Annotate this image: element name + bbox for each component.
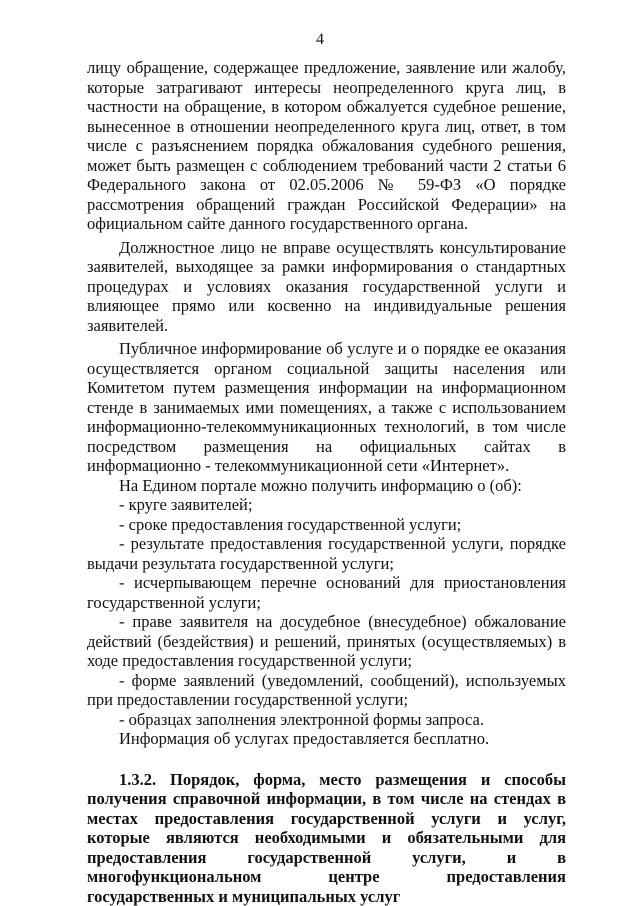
list-item: - форме заявлений (уведомлений, сообщений), используемых при предоставлении государственной услуги; (87, 671, 566, 710)
list-item: - результате предоставления государственной услуги, порядке выдачи результата государственной услуги; (87, 534, 566, 573)
list-item: - образцах заполнения электронной формы запроса. (87, 710, 566, 730)
paragraph-continuation: лицу обращение, содержащее предложение, заявление или жалобу, которые затрагивают интересы неопределенного круга лиц, в частности на обращение, в котором обжалуется судебное решение, вынесенное в отношении неопределенного круга лиц, ответ, в том числе с разъяснением порядка обжалования судебного решения, может быть размещен с соблюдением требований части 2 статьи 6 Федерального закона от 02.05.2006 № 59-ФЗ «О порядке рассмотрения обращений граждан Российской Федерации» на официальном сайте данного государственного органа. (87, 58, 566, 234)
paragraph-consulting-limits: Должностное лицо не вправе осуществлять консультирование заявителей, выходящее за рамки информирования о стандартных процедурах и условиях оказания государственной услуги и влияющее прямо или косвенно на индивидуальные решения заявителей. (87, 238, 566, 336)
list-item: - круге заявителей; (87, 495, 566, 515)
list-item: - сроке предоставления государственной услуги; (87, 515, 566, 535)
page-number: 4 (0, 30, 640, 50)
info-list (87, 495, 566, 729)
paragraph-free-of-charge: Информация об услугах предоставляется бесплатно. (87, 729, 566, 749)
document-body (87, 58, 566, 906)
list-item: - исчерпывающем перечне оснований для приостановления государственной услуги; (87, 573, 566, 612)
list-item: - праве заявителя на досудебное (внесудебное) обжалование действий (бездействия) и решений, принятых (осуществляемых) в ходе предоставления государственной услуги; (87, 612, 566, 671)
paragraph-public-informing: Публичное информирование об услуге и о порядке ее оказания осуществляется органом социальной защиты населения или Комитетом путем размещения информации на информационном стенде в занимаемых ими помещениях, а также с использованием информационно-телекоммуникационных технологий, в том числе посредством размещения на официальных сайтах в информационно - телекоммуникационной сети «Интернет». (87, 339, 566, 476)
section-heading: 1.3.2. Порядок, форма, место размещения и способы получения справочной информации, в том числе на стендах в местах предоставления государственной услуги и услуг, которые являются необходимыми и обязательными для предоставления государственной услуги, и в многофункциональном центре предоставления государственных и муниципальных услуг (87, 770, 566, 906)
paragraph-portal-info: На Едином портале можно получить информацию о (об): (87, 476, 566, 496)
